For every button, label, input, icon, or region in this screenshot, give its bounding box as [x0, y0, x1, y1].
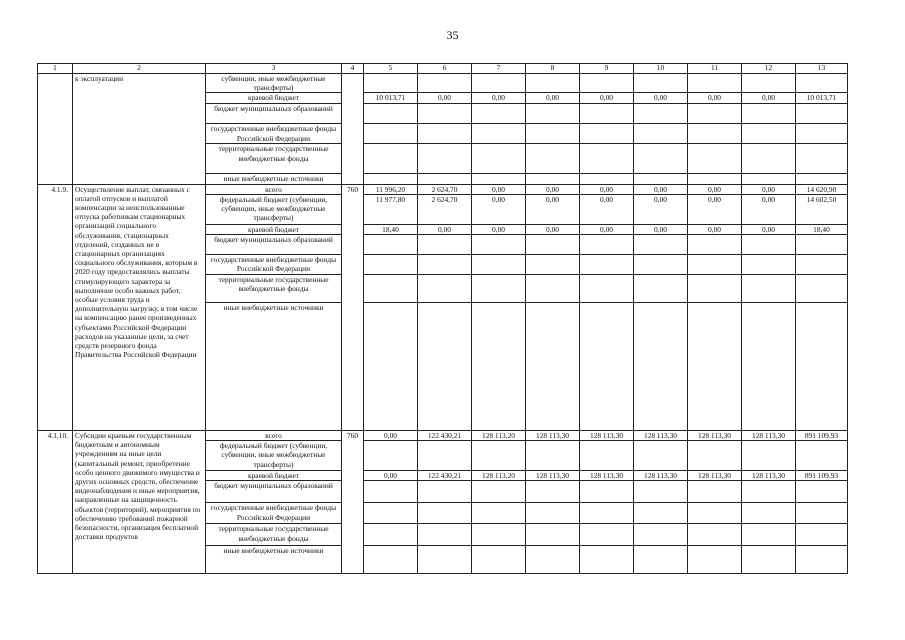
value-cell — [688, 303, 742, 431]
item-description-cell: Осуществление выплат, связанных с оплатой отпусков и выплатой компенсации за неиспользованные отпуска работникам стационарных организаций социального обслуживания, стационарных отделений, созданных не в стационарных организациях социального обслуживания, которым в 2020 году предоставлялись выплаты стимулирующего характера за выполнение особо важных работ, особые условия труда и дополнительную нагрузку, в том числе на компенсацию ранее произведенных субъектами Российской Федерации расходов на указанные цели, за счет средств резервного фонда Правительства Российской Федерации — [73, 184, 206, 430]
value-cell — [364, 546, 418, 574]
value-cell — [526, 74, 580, 93]
value-cell: 0,00 — [742, 184, 796, 194]
value-cell — [796, 144, 848, 174]
value-cell — [472, 524, 526, 546]
value-cell — [634, 275, 688, 303]
value-cell — [418, 144, 472, 174]
value-cell: 0,00 — [418, 224, 472, 234]
value-cell: 122 430,21 — [418, 471, 472, 481]
value-cell — [796, 174, 848, 184]
value-cell — [634, 174, 688, 184]
value-cell — [472, 546, 526, 574]
value-cell — [634, 503, 688, 524]
value-cell: 0,00 — [634, 93, 688, 104]
value-cell: 0,00 — [472, 224, 526, 234]
value-cell: 2 624,70 — [418, 184, 472, 194]
value-cell — [796, 104, 848, 124]
value-cell — [418, 255, 472, 275]
value-cell: 18,40 — [796, 224, 848, 234]
value-cell: 891 109,93 — [796, 471, 848, 481]
value-cell: 128 113,30 — [742, 471, 796, 481]
value-cell — [796, 524, 848, 546]
col4-cell: 760 — [342, 184, 364, 430]
value-cell — [472, 441, 526, 471]
value-cell — [796, 546, 848, 574]
value-cell: 14 620,90 — [796, 184, 848, 194]
value-cell — [688, 124, 742, 144]
value-cell — [418, 174, 472, 184]
value-cell — [418, 235, 472, 255]
value-cell: 0,00 — [526, 224, 580, 234]
value-cell — [742, 255, 796, 275]
value-cell — [688, 524, 742, 546]
table-row — [38, 431, 848, 441]
value-cell — [364, 144, 418, 174]
value-cell — [526, 255, 580, 275]
value-cell — [364, 441, 418, 471]
value-cell: 0,00 — [526, 194, 580, 224]
item-code-cell: 4.1.9. — [38, 184, 73, 430]
value-cell — [364, 503, 418, 524]
table-row — [38, 74, 848, 93]
value-cell: 122 430,21 — [418, 431, 472, 441]
value-cell: 0,00 — [418, 93, 472, 104]
header-row — [38, 64, 848, 74]
value-cell: 0,00 — [634, 184, 688, 194]
value-cell — [634, 255, 688, 275]
value-cell: 0,00 — [472, 194, 526, 224]
value-cell: 128 113,20 — [472, 471, 526, 481]
column-header: 1 — [38, 64, 73, 74]
value-cell — [742, 546, 796, 574]
value-cell — [580, 481, 634, 503]
value-cell — [472, 275, 526, 303]
value-cell — [796, 235, 848, 255]
item-description-cell: Субсидии краевым государственным бюджетным и автономным учреждениям на иные цели (капитальный ремонт, приобретение особо ценного движимого имущества и других основных средств, обеспечение видеонаблюдения и иные мероприятия, направленные на защищенность объектов (территорий), мероприятия по обеспечению требований пожарной безопасности, организация бесплатной доставки продуктов — [73, 431, 206, 574]
funding-source-cell: бюджет муниципальных образований — [206, 104, 342, 124]
value-cell: 0,00 — [472, 93, 526, 104]
column-header: 7 — [472, 64, 526, 74]
funding-source-cell: государственные внебюджетные фонды Российской Федерации — [206, 503, 342, 524]
value-cell — [742, 235, 796, 255]
value-cell: 128 113,30 — [688, 471, 742, 481]
funding-source-cell: краевой бюджет — [206, 224, 342, 234]
value-cell — [472, 144, 526, 174]
value-cell: 128 113,30 — [634, 471, 688, 481]
value-cell — [742, 124, 796, 144]
value-cell: 891 109,93 — [796, 431, 848, 441]
page-number: 35 — [446, 28, 459, 42]
value-cell — [580, 144, 634, 174]
value-cell: 128 113,20 — [472, 431, 526, 441]
column-header: 12 — [742, 64, 796, 74]
value-cell: 0,00 — [526, 184, 580, 194]
value-cell — [688, 74, 742, 93]
funding-source-cell: государственные внебюджетные фонды Российской Федерации — [206, 255, 342, 275]
value-cell: 0,00 — [580, 93, 634, 104]
value-cell — [364, 74, 418, 93]
value-cell — [526, 104, 580, 124]
funding-source-cell: иные внебюджетные источники — [206, 546, 342, 574]
value-cell — [418, 275, 472, 303]
value-cell: 18,40 — [364, 224, 418, 234]
value-cell — [634, 441, 688, 471]
column-header: 4 — [342, 64, 364, 74]
value-cell — [472, 303, 526, 431]
value-cell — [364, 124, 418, 144]
value-cell — [634, 124, 688, 144]
value-cell — [526, 144, 580, 174]
value-cell — [526, 303, 580, 431]
value-cell — [418, 303, 472, 431]
funding-source-cell: иные внебюджетные источники — [206, 303, 342, 431]
value-cell: 0,00 — [364, 431, 418, 441]
value-cell — [418, 74, 472, 93]
value-cell — [526, 503, 580, 524]
value-cell: 0,00 — [364, 471, 418, 481]
value-cell — [472, 74, 526, 93]
item-code-cell — [38, 74, 73, 185]
value-cell — [742, 524, 796, 546]
value-cell — [796, 124, 848, 144]
value-cell — [634, 104, 688, 124]
value-cell — [526, 441, 580, 471]
value-cell: 11 977,80 — [364, 194, 418, 224]
value-cell — [742, 74, 796, 93]
column-header: 11 — [688, 64, 742, 74]
funding-source-cell: территориальные государственные внебюджетные фонды — [206, 144, 342, 174]
value-cell: 0,00 — [688, 194, 742, 224]
value-cell: 128 113,30 — [526, 471, 580, 481]
funding-source-cell: иные внебюджетные источники — [206, 174, 342, 184]
value-cell: 128 113,30 — [580, 471, 634, 481]
funding-source-cell: федеральный бюджет (субвенции, субвенции, иные межбюджетные трансферты) — [206, 441, 342, 471]
value-cell — [580, 235, 634, 255]
value-cell — [742, 441, 796, 471]
col4-cell: 760 — [342, 431, 364, 574]
column-header: 2 — [73, 64, 206, 74]
value-cell: 2 624,70 — [418, 194, 472, 224]
value-cell: 0,00 — [742, 194, 796, 224]
value-cell — [364, 275, 418, 303]
value-cell — [742, 275, 796, 303]
value-cell — [742, 481, 796, 503]
value-cell — [580, 104, 634, 124]
value-cell — [364, 481, 418, 503]
value-cell: 128 113,30 — [742, 431, 796, 441]
value-cell — [418, 104, 472, 124]
value-cell: 0,00 — [742, 224, 796, 234]
value-cell — [742, 303, 796, 431]
value-cell — [580, 303, 634, 431]
funding-source-cell: федеральный бюджет (субвенции, субвенции, иные межбюджетные трансферты) — [206, 194, 342, 224]
column-header: 13 — [796, 64, 848, 74]
value-cell: 11 996,20 — [364, 184, 418, 194]
value-cell — [688, 441, 742, 471]
item-code-cell: 4.1.10. — [38, 431, 73, 574]
value-cell: 0,00 — [526, 93, 580, 104]
value-cell — [526, 174, 580, 184]
value-cell: 0,00 — [634, 224, 688, 234]
value-cell — [364, 303, 418, 431]
value-cell — [580, 441, 634, 471]
funding-source-cell: краевой бюджет — [206, 93, 342, 104]
value-cell — [580, 546, 634, 574]
value-cell — [634, 481, 688, 503]
value-cell — [580, 124, 634, 144]
value-cell — [796, 441, 848, 471]
value-cell — [796, 255, 848, 275]
value-cell — [634, 303, 688, 431]
column-header: 5 — [364, 64, 418, 74]
value-cell — [742, 503, 796, 524]
value-cell — [796, 275, 848, 303]
budget-table — [37, 63, 848, 574]
value-cell — [418, 503, 472, 524]
value-cell: 10 013,71 — [796, 93, 848, 104]
value-cell — [364, 524, 418, 546]
value-cell — [580, 503, 634, 524]
value-cell: 0,00 — [688, 184, 742, 194]
col4-cell — [342, 74, 364, 185]
value-cell: 10 013,71 — [364, 93, 418, 104]
column-header: 10 — [634, 64, 688, 74]
value-cell: 0,00 — [580, 224, 634, 234]
value-cell: 0,00 — [580, 194, 634, 224]
value-cell: 14 602,50 — [796, 194, 848, 224]
value-cell — [634, 524, 688, 546]
value-cell — [472, 255, 526, 275]
value-cell — [796, 303, 848, 431]
funding-source-cell: территориальные государственные внебюджетные фонды — [206, 275, 342, 303]
value-cell — [688, 104, 742, 124]
value-cell — [526, 124, 580, 144]
value-cell — [580, 524, 634, 546]
column-header: 3 — [206, 64, 342, 74]
value-cell: 0,00 — [688, 93, 742, 104]
funding-source-cell: государственные внебюджетные фонды Российской Федерации — [206, 124, 342, 144]
value-cell — [580, 174, 634, 184]
funding-source-cell: всего — [206, 184, 342, 194]
value-cell: 0,00 — [580, 184, 634, 194]
value-cell: 0,00 — [688, 224, 742, 234]
value-cell — [580, 275, 634, 303]
value-cell — [526, 481, 580, 503]
value-cell — [634, 74, 688, 93]
value-cell — [688, 481, 742, 503]
value-cell — [526, 275, 580, 303]
value-cell: 128 113,30 — [526, 431, 580, 441]
value-cell — [364, 104, 418, 124]
value-cell: 0,00 — [472, 184, 526, 194]
value-cell — [688, 235, 742, 255]
value-cell — [472, 174, 526, 184]
value-cell: 0,00 — [742, 93, 796, 104]
column-header: 6 — [418, 64, 472, 74]
value-cell — [688, 255, 742, 275]
value-cell — [472, 481, 526, 503]
value-cell — [742, 144, 796, 174]
value-cell — [580, 74, 634, 93]
value-cell — [580, 255, 634, 275]
value-cell — [472, 235, 526, 255]
value-cell — [418, 481, 472, 503]
funding-source-cell: бюджет муниципальных образований — [206, 481, 342, 503]
funding-source-cell: всего — [206, 431, 342, 441]
value-cell — [688, 144, 742, 174]
value-cell: 0,00 — [634, 194, 688, 224]
value-cell — [364, 235, 418, 255]
funding-source-cell: краевой бюджет — [206, 471, 342, 481]
value-cell — [526, 235, 580, 255]
column-header: 9 — [580, 64, 634, 74]
value-cell — [796, 503, 848, 524]
table-row — [38, 184, 848, 194]
value-cell — [472, 104, 526, 124]
value-cell — [796, 74, 848, 93]
value-cell — [364, 174, 418, 184]
value-cell — [688, 546, 742, 574]
value-cell — [634, 546, 688, 574]
value-cell — [688, 503, 742, 524]
value-cell — [634, 144, 688, 174]
value-cell — [472, 124, 526, 144]
item-description-cell: к эксплуатации — [73, 74, 206, 185]
value-cell — [796, 481, 848, 503]
value-cell — [688, 275, 742, 303]
funding-source-cell: бюджет муниципальных образований — [206, 235, 342, 255]
value-cell — [526, 524, 580, 546]
value-cell — [418, 124, 472, 144]
value-cell — [418, 524, 472, 546]
column-header: 8 — [526, 64, 580, 74]
value-cell — [634, 235, 688, 255]
value-cell: 128 113,30 — [580, 431, 634, 441]
value-cell — [364, 255, 418, 275]
value-cell — [526, 546, 580, 574]
value-cell — [742, 174, 796, 184]
funding-source-cell: субвенции, иные межбюджетные трансферты) — [206, 74, 342, 93]
value-cell — [472, 503, 526, 524]
value-cell — [418, 546, 472, 574]
value-cell: 128 113,30 — [688, 431, 742, 441]
value-cell — [688, 174, 742, 184]
value-cell — [418, 441, 472, 471]
value-cell: 128 113,30 — [634, 431, 688, 441]
funding-source-cell: территориальные государственные внебюджетные фонды — [206, 524, 342, 546]
value-cell — [742, 104, 796, 124]
